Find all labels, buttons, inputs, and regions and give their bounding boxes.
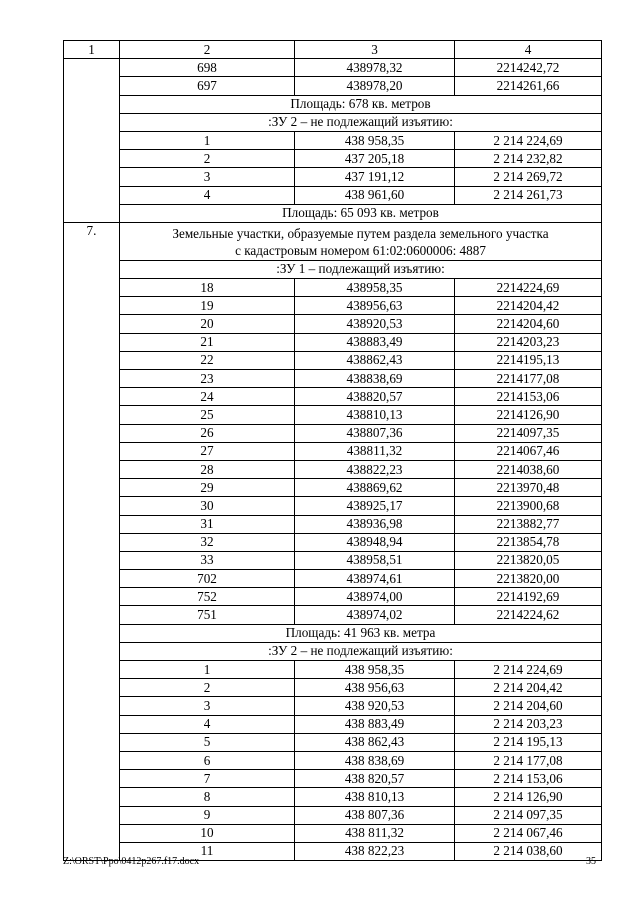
table-row (64, 733, 602, 751)
prev-total-area-label: Площадь: 65 093 кв. метров (120, 204, 602, 222)
zu2-x-coordinate: 438 838,69 (295, 751, 455, 769)
table-row (64, 679, 602, 697)
prev-point-number: 698 (120, 59, 295, 77)
zu1-point-number: 29 (120, 479, 295, 497)
zu1-x-coordinate: 438807,36 (295, 424, 455, 442)
table-row (64, 788, 602, 806)
table-row (64, 59, 602, 77)
zu1-point-number: 22 (120, 351, 295, 369)
zu2-point-number: 2 (120, 679, 295, 697)
zu2-x-coordinate: 438 958,35 (295, 661, 455, 679)
zu2-y-coordinate: 2 214 038,60 (455, 842, 602, 860)
prev-subsection-title: :ЗУ 2 – не подлежащий изъятию: (120, 113, 602, 131)
table-row (64, 150, 602, 168)
table-row (64, 588, 602, 606)
prev-zu2-y-coordinate: 2 214 269,72 (455, 168, 602, 186)
footer-page-number: 35 (586, 856, 596, 867)
zu2-point-number: 9 (120, 806, 295, 824)
subsection-title-row (64, 642, 602, 660)
prev-zu2-x-coordinate: 437 191,12 (295, 168, 455, 186)
subsection-title-row (64, 260, 602, 278)
zu2-y-coordinate: 2 214 067,46 (455, 824, 602, 842)
zu2-y-coordinate: 2 214 097,35 (455, 806, 602, 824)
prev-zu2-x-coordinate: 438 958,35 (295, 131, 455, 149)
zu1-point-number: 28 (120, 460, 295, 478)
zu1-x-coordinate: 438974,00 (295, 588, 455, 606)
zu2-x-coordinate: 438 807,36 (295, 806, 455, 824)
table-row (64, 388, 602, 406)
zu1-y-coordinate: 2214153,06 (455, 388, 602, 406)
zu1-y-coordinate: 2213820,00 (455, 570, 602, 588)
zu2-x-coordinate: 438 956,63 (295, 679, 455, 697)
prev-point-number: 697 (120, 77, 295, 95)
zu1-point-number: 25 (120, 406, 295, 424)
zu2-x-coordinate: 438 822,23 (295, 842, 455, 860)
zu2-point-number: 7 (120, 770, 295, 788)
zu1-y-coordinate: 2214224,69 (455, 279, 602, 297)
table-row (64, 460, 602, 478)
zu1-x-coordinate: 438948,94 (295, 533, 455, 551)
column-header-3: 3 (295, 41, 455, 59)
table-row (64, 406, 602, 424)
zu1-y-coordinate: 2214224,62 (455, 606, 602, 624)
zu1-x-coordinate: 438974,02 (295, 606, 455, 624)
zu2-point-number: 6 (120, 751, 295, 769)
prev-y-coordinate: 2214242,72 (455, 59, 602, 77)
zu1-point-number: 26 (120, 424, 295, 442)
zu1-y-coordinate: 2213900,68 (455, 497, 602, 515)
table-row (64, 751, 602, 769)
zu1-point-number: 751 (120, 606, 295, 624)
zu1-x-coordinate: 438925,17 (295, 497, 455, 515)
prev-x-coordinate: 438978,32 (295, 59, 455, 77)
zu1-area-label: Площадь: 41 963 кв. метра (120, 624, 602, 642)
zu1-x-coordinate: 438862,43 (295, 351, 455, 369)
zu1-point-number: 31 (120, 515, 295, 533)
area-row (64, 624, 602, 642)
zu2-y-coordinate: 2 214 204,42 (455, 679, 602, 697)
zu1-x-coordinate: 438958,35 (295, 279, 455, 297)
zu2-point-number: 10 (120, 824, 295, 842)
prev-zu2-y-coordinate: 2 214 261,73 (455, 186, 602, 204)
zu1-point-number: 32 (120, 533, 295, 551)
table-row (64, 497, 602, 515)
zu1-x-coordinate: 438822,23 (295, 460, 455, 478)
zu1-point-number: 33 (120, 551, 295, 569)
subsection-title-row (64, 113, 602, 131)
zu1-y-coordinate: 2214067,46 (455, 442, 602, 460)
zu1-point-number: 752 (120, 588, 295, 606)
zu2-point-number: 8 (120, 788, 295, 806)
zu1-y-coordinate: 2214204,42 (455, 297, 602, 315)
zu2-x-coordinate: 438 862,43 (295, 733, 455, 751)
zu1-x-coordinate: 438811,32 (295, 442, 455, 460)
zu1-x-coordinate: 438838,69 (295, 370, 455, 388)
table-row (64, 279, 602, 297)
zu2-x-coordinate: 438 920,53 (295, 697, 455, 715)
zu2-y-coordinate: 2 214 203,23 (455, 715, 602, 733)
prev-area-label: Площадь: 678 кв. метров (120, 95, 602, 113)
zu1-y-coordinate: 2214192,69 (455, 588, 602, 606)
table-row (64, 806, 602, 824)
zu1-y-coordinate: 2213970,48 (455, 479, 602, 497)
zu1-y-coordinate: 2213882,77 (455, 515, 602, 533)
zu2-x-coordinate: 438 810,13 (295, 788, 455, 806)
zu2-x-coordinate: 438 811,32 (295, 824, 455, 842)
section-title (120, 222, 602, 260)
zu1-x-coordinate: 438920,53 (295, 315, 455, 333)
zu1-x-coordinate: 438936,98 (295, 515, 455, 533)
table-row (64, 661, 602, 679)
zu1-x-coordinate: 438883,49 (295, 333, 455, 351)
area-row (64, 95, 602, 113)
table-row (64, 533, 602, 551)
zu1-x-coordinate: 438958,51 (295, 551, 455, 569)
zu1-point-number: 23 (120, 370, 295, 388)
prev-zu2-point-number: 3 (120, 168, 295, 186)
table-row (64, 424, 602, 442)
prev-x-coordinate: 438978,20 (295, 77, 455, 95)
zu2-y-coordinate: 2 214 126,90 (455, 788, 602, 806)
prev-zu2-point-number: 2 (120, 150, 295, 168)
zu2-point-number: 4 (120, 715, 295, 733)
coordinates-table (63, 40, 602, 861)
zu2-point-number: 11 (120, 842, 295, 860)
table-row (64, 515, 602, 533)
zu1-y-coordinate: 2213854,78 (455, 533, 602, 551)
zu2-y-coordinate: 2 214 177,08 (455, 751, 602, 769)
table-row (64, 297, 602, 315)
zu1-y-coordinate: 2214038,60 (455, 460, 602, 478)
zu1-y-coordinate: 2214097,35 (455, 424, 602, 442)
table-row (64, 315, 602, 333)
section-title-line-1: Земельные участки, образуемые путем раздела земельного участка (172, 225, 549, 241)
table-row (64, 168, 602, 186)
prev-zu2-x-coordinate: 438 961,60 (295, 186, 455, 204)
zu1-y-coordinate: 2213820,05 (455, 551, 602, 569)
zu1-x-coordinate: 438810,13 (295, 406, 455, 424)
zu1-x-coordinate: 438974,61 (295, 570, 455, 588)
table-row (64, 333, 602, 351)
table-row (64, 77, 602, 95)
zu1-y-coordinate: 2214177,08 (455, 370, 602, 388)
zu2-x-coordinate: 438 883,49 (295, 715, 455, 733)
zu1-point-number: 24 (120, 388, 295, 406)
zu1-point-number: 27 (120, 442, 295, 460)
table-row (64, 697, 602, 715)
prev-zu2-y-coordinate: 2 214 232,82 (455, 150, 602, 168)
table-row (64, 351, 602, 369)
prev-section-number-cell (64, 59, 120, 223)
table-row (64, 606, 602, 624)
prev-y-coordinate: 2214261,66 (455, 77, 602, 95)
zu1-x-coordinate: 438869,62 (295, 479, 455, 497)
zu1-point-number: 702 (120, 570, 295, 588)
table-row (64, 186, 602, 204)
section-title-row (64, 222, 602, 260)
zu1-y-coordinate: 2214126,90 (455, 406, 602, 424)
zu2-subsection-title: :ЗУ 2 – не подлежащий изъятию: (120, 642, 602, 660)
zu1-subsection-title: :ЗУ 1 – подлежащий изъятию: (120, 260, 602, 278)
table-row (64, 770, 602, 788)
footer-file-path: Z:\ORST\Ppo\0412p267.f17.docx (63, 856, 200, 867)
zu1-x-coordinate: 438956,63 (295, 297, 455, 315)
prev-zu2-x-coordinate: 437 205,18 (295, 150, 455, 168)
zu1-y-coordinate: 2214195,13 (455, 351, 602, 369)
table-row (64, 570, 602, 588)
table-row (64, 131, 602, 149)
header-row (64, 41, 602, 59)
zu2-point-number: 1 (120, 661, 295, 679)
zu1-x-coordinate: 438820,57 (295, 388, 455, 406)
column-header-2: 2 (120, 41, 295, 59)
prev-zu2-point-number: 1 (120, 131, 295, 149)
zu1-point-number: 21 (120, 333, 295, 351)
section-number: 7. (64, 222, 120, 860)
table-row (64, 715, 602, 733)
zu2-y-coordinate: 2 214 153,06 (455, 770, 602, 788)
zu1-y-coordinate: 2214204,60 (455, 315, 602, 333)
column-header-1: 1 (64, 41, 120, 59)
zu2-y-coordinate: 2 214 204,60 (455, 697, 602, 715)
zu1-y-coordinate: 2214203,23 (455, 333, 602, 351)
table-row (64, 479, 602, 497)
prev-zu2-point-number: 4 (120, 186, 295, 204)
zu2-point-number: 5 (120, 733, 295, 751)
zu1-point-number: 18 (120, 279, 295, 297)
zu2-y-coordinate: 2 214 224,69 (455, 661, 602, 679)
zu1-point-number: 19 (120, 297, 295, 315)
table-row (64, 824, 602, 842)
section-title-line-2: с кадастровым номером 61:02:0600006: 4887 (235, 242, 486, 258)
table-row (64, 551, 602, 569)
zu2-point-number: 3 (120, 697, 295, 715)
zu1-point-number: 30 (120, 497, 295, 515)
zu2-y-coordinate: 2 214 195,13 (455, 733, 602, 751)
column-header-4: 4 (455, 41, 602, 59)
prev-zu2-y-coordinate: 2 214 224,69 (455, 131, 602, 149)
zu1-point-number: 20 (120, 315, 295, 333)
table-row (64, 442, 602, 460)
zu2-x-coordinate: 438 820,57 (295, 770, 455, 788)
area-row (64, 204, 602, 222)
table-row (64, 370, 602, 388)
